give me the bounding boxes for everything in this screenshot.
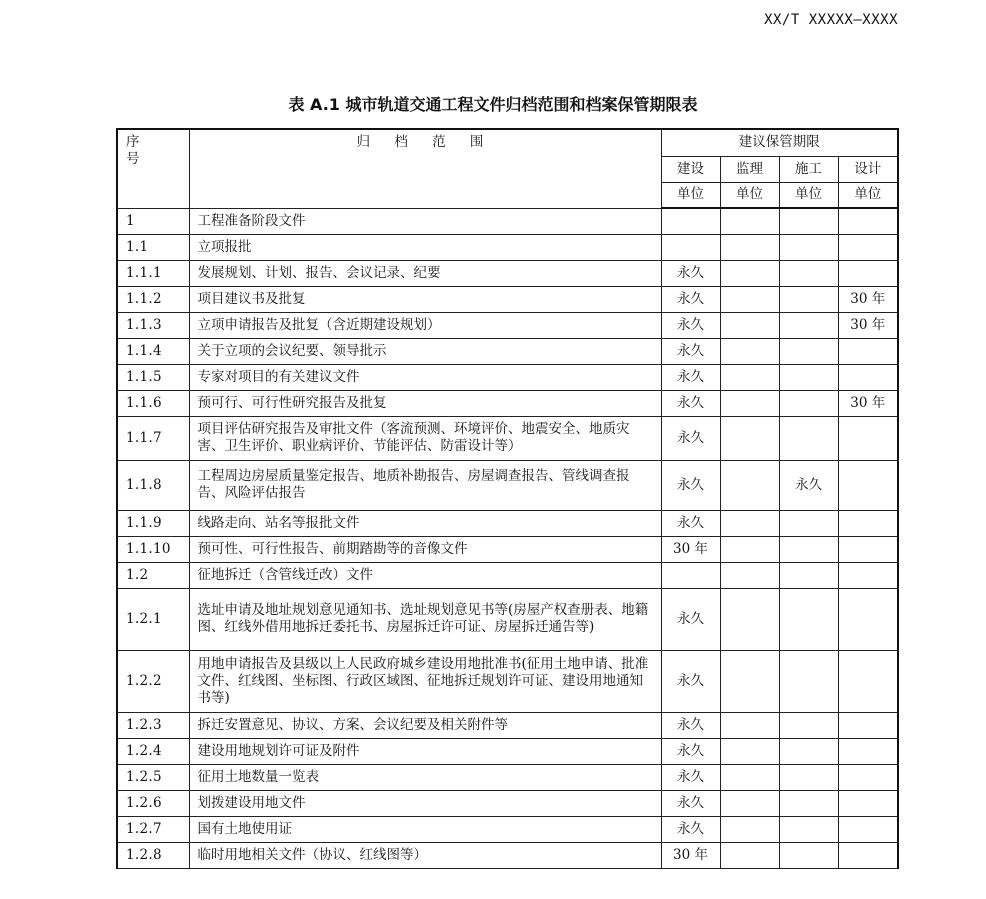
row-supervise-period [720,510,779,536]
row-seq: 1.1.10 [117,536,189,562]
table-row [117,390,898,416]
row-supervise-period [720,738,779,764]
row-design-period [838,208,898,234]
row-seq: 1.2.8 [117,842,189,868]
row-design-period [838,712,898,738]
row-build-period [661,234,720,260]
row-construct-period [779,234,838,260]
row-supervise-period [720,536,779,562]
row-build-period: 永久 [661,338,720,364]
row-seq: 1.1.3 [117,312,189,338]
row-build-period: 永久 [661,260,720,286]
row-scope: 预可行、可行性研究报告及批复 [189,390,661,416]
row-construct-period [779,390,838,416]
row-seq: 1.1.5 [117,364,189,390]
row-design-period [838,364,898,390]
row-scope: 工程准备阶段文件 [189,208,661,234]
row-scope: 划拨建设用地文件 [189,790,661,816]
row-supervise-period [720,460,779,510]
row-build-period: 永久 [661,390,720,416]
row-seq: 1.1.7 [117,416,189,460]
row-scope: 线路走向、站名等报批文件 [189,510,661,536]
table-row [117,338,898,364]
row-construct-period [779,562,838,588]
row-scope: 立项报批 [189,234,661,260]
row-seq: 1.2.4 [117,738,189,764]
header-unit-construct-line2: 单位 [779,182,838,208]
row-scope: 国有土地使用证 [189,816,661,842]
row-supervise-period [720,562,779,588]
row-build-period: 永久 [661,712,720,738]
row-construct-period [779,650,838,712]
row-construct-period [779,790,838,816]
row-build-period: 30 年 [661,536,720,562]
row-seq: 1.1.9 [117,510,189,536]
table-row [117,842,898,868]
header-unit-design-line1: 设计 [838,156,898,182]
row-seq: 1 [117,208,189,234]
row-supervise-period [720,588,779,650]
row-construct-period [779,286,838,312]
table-row [117,764,898,790]
row-construct-period: 永久 [779,460,838,510]
row-supervise-period [720,286,779,312]
header-seq: 序 号 [117,129,189,208]
row-construct-period [779,536,838,562]
row-design-period [838,764,898,790]
row-build-period: 永久 [661,588,720,650]
row-seq: 1.2.7 [117,816,189,842]
row-design-period [838,650,898,712]
header-unit-build-line2: 单位 [661,182,720,208]
row-design-period [838,816,898,842]
table-row [117,312,898,338]
row-supervise-period [720,312,779,338]
row-supervise-period [720,260,779,286]
row-build-period: 永久 [661,460,720,510]
row-build-period [661,208,720,234]
row-construct-period [779,416,838,460]
row-scope: 临时用地相关文件（协议、红线图等） [189,842,661,868]
row-design-period [838,536,898,562]
table-row [117,588,898,650]
row-seq: 1.1.8 [117,460,189,510]
row-build-period: 永久 [661,286,720,312]
row-construct-period [779,764,838,790]
row-construct-period [779,816,838,842]
row-scope: 专家对项目的有关建议文件 [189,364,661,390]
archive-retention-table [116,128,899,869]
row-supervise-period [720,234,779,260]
row-construct-period [779,510,838,536]
table-row [117,650,898,712]
row-scope: 用地申请报告及县级以上人民政府城乡建设用地批准书(征用土地申请、批准文件、红线图、坐标图、行政区域图、征地拆迁规划许可证、建设用地通知书等) [189,650,661,712]
row-construct-period [779,260,838,286]
row-supervise-period [720,764,779,790]
row-construct-period [779,208,838,234]
table-row [117,286,898,312]
table-body [117,208,898,868]
row-design-period [838,338,898,364]
row-design-period [838,842,898,868]
row-build-period: 永久 [661,650,720,712]
row-design-period: 30 年 [838,390,898,416]
row-build-period: 永久 [661,416,720,460]
header-unit-construct-line1: 施工 [779,156,838,182]
row-seq: 1.1 [117,234,189,260]
row-design-period [838,790,898,816]
row-supervise-period [720,364,779,390]
row-scope: 选址申请及地址规划意见通知书、选址规划意见书等(房屋产权查册表、地籍图、红线外借用地拆迁委托书、房屋拆迁许可证、房屋拆迁通告等) [189,588,661,650]
table-row [117,364,898,390]
row-construct-period [779,738,838,764]
row-supervise-period [720,790,779,816]
row-seq: 1.1.4 [117,338,189,364]
row-supervise-period [720,208,779,234]
row-scope: 征用土地数量一览表 [189,764,661,790]
header-unit-supervise-line1: 监理 [720,156,779,182]
row-design-period [838,234,898,260]
row-build-period: 永久 [661,790,720,816]
table-row [117,712,898,738]
row-scope: 项目评估研究报告及审批文件（客流预测、环境评价、地震安全、地质灾害、卫生评价、职业病评价、节能评估、防雷设计等） [189,416,661,460]
row-design-period [838,510,898,536]
row-build-period: 永久 [661,738,720,764]
row-scope: 项目建议书及批复 [189,286,661,312]
row-scope: 拆迁安置意见、协议、方案、会议纪要及相关附件等 [189,712,661,738]
row-seq: 1.1.6 [117,390,189,416]
row-scope: 征地拆迁（含管线迁改）文件 [189,562,661,588]
row-supervise-period [720,338,779,364]
row-construct-period [779,338,838,364]
table-row [117,208,898,234]
row-design-period [838,460,898,510]
header-unit-build-line1: 建设 [661,156,720,182]
row-scope: 建设用地规划许可证及附件 [189,738,661,764]
row-build-period: 永久 [661,764,720,790]
row-scope: 关于立项的会议纪要、领导批示 [189,338,661,364]
row-construct-period [779,712,838,738]
row-build-period [661,562,720,588]
row-seq: 1.2.1 [117,588,189,650]
row-design-period: 30 年 [838,312,898,338]
table-row [117,260,898,286]
row-supervise-period [720,712,779,738]
row-supervise-period [720,416,779,460]
row-build-period: 永久 [661,510,720,536]
row-scope: 立项申请报告及批复（含近期建设规划） [189,312,661,338]
header-unit-design-line2: 单位 [838,182,898,208]
row-scope: 发展规划、计划、报告、会议记录、纪要 [189,260,661,286]
row-seq: 1.2.5 [117,764,189,790]
row-design-period [838,416,898,460]
row-seq: 1.1.2 [117,286,189,312]
row-build-period: 30 年 [661,842,720,868]
row-scope: 工程周边房屋质量鉴定报告、地质补勘报告、房屋调查报告、管线调查报告、风险评估报告 [189,460,661,510]
header-scope: 归 档 范 围 [189,129,661,208]
row-seq: 1.1.1 [117,260,189,286]
table-row [117,738,898,764]
row-design-period [838,260,898,286]
row-build-period: 永久 [661,816,720,842]
row-design-period [838,738,898,764]
row-seq: 1.2 [117,562,189,588]
table-row [117,416,898,460]
row-seq: 1.2.3 [117,712,189,738]
header-unit-supervise-line2: 单位 [720,182,779,208]
table-title: 表 A.1 城市轨道交通工程文件归档范围和档案保管期限表 [288,95,698,114]
row-seq: 1.2.2 [117,650,189,712]
table-row [117,234,898,260]
row-seq: 1.2.6 [117,790,189,816]
table-row [117,536,898,562]
header-retention-period: 建议保管期限 [661,129,898,156]
row-design-period: 30 年 [838,286,898,312]
row-build-period: 永久 [661,312,720,338]
row-construct-period [779,312,838,338]
table-row [117,562,898,588]
row-design-period [838,588,898,650]
table-row [117,816,898,842]
row-supervise-period [720,816,779,842]
standard-code: XX/T XXXXX—XXXX [764,12,898,28]
table-row [117,460,898,510]
row-construct-period [779,842,838,868]
row-scope: 预可性、可行性报告、前期踏勘等的音像文件 [189,536,661,562]
row-supervise-period [720,390,779,416]
table-row [117,790,898,816]
row-construct-period [779,588,838,650]
table-row [117,510,898,536]
row-construct-period [779,364,838,390]
row-build-period: 永久 [661,364,720,390]
row-supervise-period [720,842,779,868]
row-design-period [838,562,898,588]
row-supervise-period [720,650,779,712]
